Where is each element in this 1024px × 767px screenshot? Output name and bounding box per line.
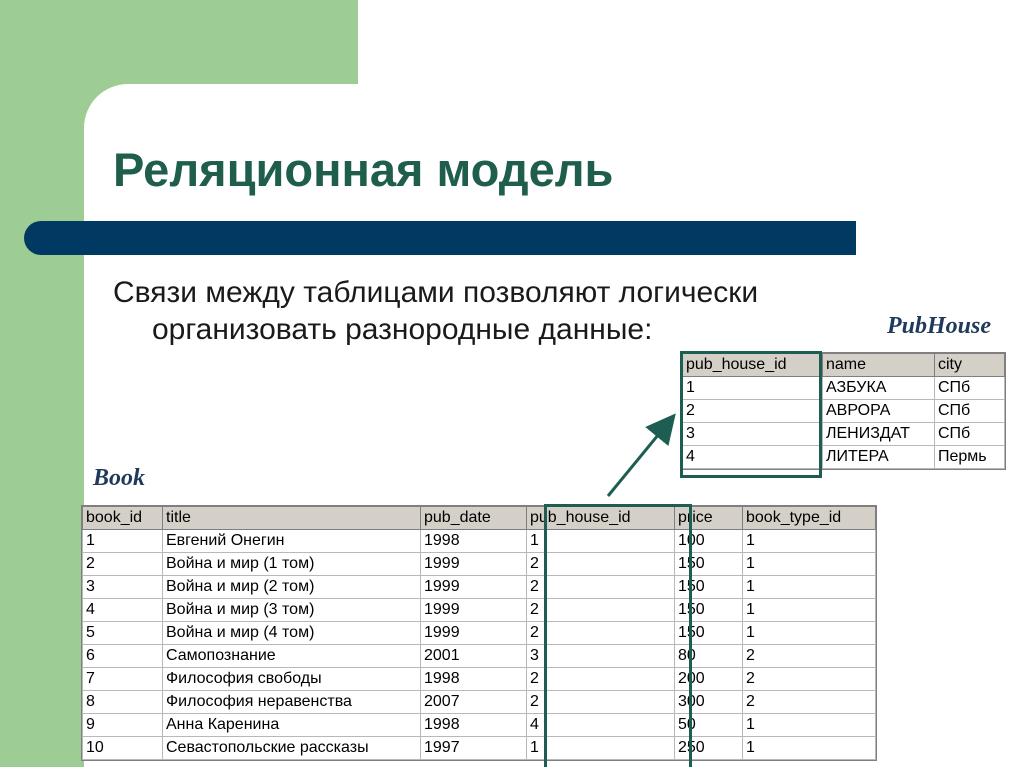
book-cell: 2001 [421,645,527,668]
slide-subtitle [113,274,758,348]
book-cell: Анна Каренина [163,714,421,737]
book-cell: 1 [527,530,675,553]
book-column-header: book_type_id [743,507,876,530]
book-cell: 2007 [421,691,527,714]
book-column-header: title [163,507,421,530]
book-cell: 2 [527,576,675,599]
book-column-header: pub_date [421,507,527,530]
slide-title: Реляционная модель [113,143,614,196]
book-table-label: Book [93,465,146,491]
book-cell: Севастопольские рассказы [163,737,421,760]
book-cell: 1999 [421,622,527,645]
pubhouse-cell: 2 [683,400,823,423]
book-cell: 1998 [421,714,527,737]
book-cell: 1 [743,599,876,622]
pubhouse-table-row [683,446,1005,469]
pubhouse-column-header: pub_house_id [683,354,823,377]
book-cell: 250 [675,737,743,760]
book-cell: 150 [675,599,743,622]
book-cell: 1999 [421,553,527,576]
book-cell: 1 [527,737,675,760]
book-cell: Евгений Онегин [163,530,421,553]
pubhouse-cell: ЛИТЕРА [823,446,935,469]
pubhouse-cell: АЗБУКА [823,377,935,400]
pubhouse-cell: СПб [935,377,1005,400]
book-cell: 2 [527,691,675,714]
book-cell: 1 [83,530,163,553]
pubhouse-cell: Пермь [935,446,1005,469]
pubhouse-cell: СПб [935,423,1005,446]
book-table-row [83,737,876,760]
arrow-line [608,418,672,496]
book-cell: 1 [743,530,876,553]
book-cell: 1 [743,737,876,760]
book-cell: 4 [83,599,163,622]
book-table-row [83,668,876,691]
subtitle-line-1: Связи между таблицами позволяют логически [113,276,759,309]
book-table-row [83,714,876,737]
book-cell: 50 [675,714,743,737]
book-cell: 2 [83,553,163,576]
book-cell: 150 [675,576,743,599]
book-cell: 3 [527,645,675,668]
pubhouse-cell: СПб [935,400,1005,423]
book-cell: 9 [83,714,163,737]
book-table-row [83,691,876,714]
book-cell: 10 [83,737,163,760]
book-cell: 1 [743,576,876,599]
book-cell: 80 [675,645,743,668]
book-table-row [83,553,876,576]
book-cell: Война и мир (3 том) [163,599,421,622]
book-cell: 200 [675,668,743,691]
book-cell: 5 [83,622,163,645]
relation-arrow [600,406,690,506]
book-cell: 1998 [421,668,527,691]
book-table-row [83,599,876,622]
book-cell: 2 [527,599,675,622]
book-cell: 1 [743,553,876,576]
book-cell: 1999 [421,599,527,622]
pubhouse-cell: АВРОРА [823,400,935,423]
book-table-row [83,645,876,668]
book-cell: 1 [743,622,876,645]
book-cell: 300 [675,691,743,714]
book-cell: 4 [527,714,675,737]
pubhouse-table-label: PubHouse [887,313,992,339]
book-cell: 1 [743,714,876,737]
book-cell: 6 [83,645,163,668]
pubhouse-column-header: city [935,354,1005,377]
book-cell: 2 [743,691,876,714]
book-cell: 7 [83,668,163,691]
pubhouse-cell: 1 [683,377,823,400]
book-cell: Философия свободы [163,668,421,691]
book-cell: 2 [527,553,675,576]
book-table-row [83,622,876,645]
book-cell: 1999 [421,576,527,599]
book-column-header: pub_house_id [527,507,675,530]
book-cell: Война и мир (1 том) [163,553,421,576]
book-header-row [83,507,876,530]
book-table-row [83,576,876,599]
book-cell: Философия неравенства [163,691,421,714]
book-cell: 150 [675,553,743,576]
book-cell: 2 [527,668,675,691]
book-cell: 1997 [421,737,527,760]
book-cell: Война и мир (2 том) [163,576,421,599]
pubhouse-cell: 3 [683,423,823,446]
book-column-header: book_id [83,507,163,530]
book-cell: 2 [743,668,876,691]
pubhouse-table [681,352,1006,470]
book-cell: 100 [675,530,743,553]
title-underline-bar [24,221,856,255]
pubhouse-table-row [683,377,1005,400]
book-table [81,505,877,761]
subtitle-line-2: организовать разнородные данные: [152,313,653,346]
book-cell: Война и мир (4 том) [163,622,421,645]
pubhouse-cell: 4 [683,446,823,469]
pubhouse-table-row [683,400,1005,423]
book-table-row [83,530,876,553]
pubhouse-column-header: name [823,354,935,377]
book-column-header: price [675,507,743,530]
book-cell: 150 [675,622,743,645]
book-cell: 2 [527,622,675,645]
book-cell: 1998 [421,530,527,553]
pubhouse-header-row [683,354,1005,377]
pubhouse-table-row [683,423,1005,446]
pubhouse-cell: ЛЕНИЗДАТ [823,423,935,446]
book-cell: 3 [83,576,163,599]
book-cell: 2 [743,645,876,668]
book-cell: 8 [83,691,163,714]
book-cell: Самопознание [163,645,421,668]
